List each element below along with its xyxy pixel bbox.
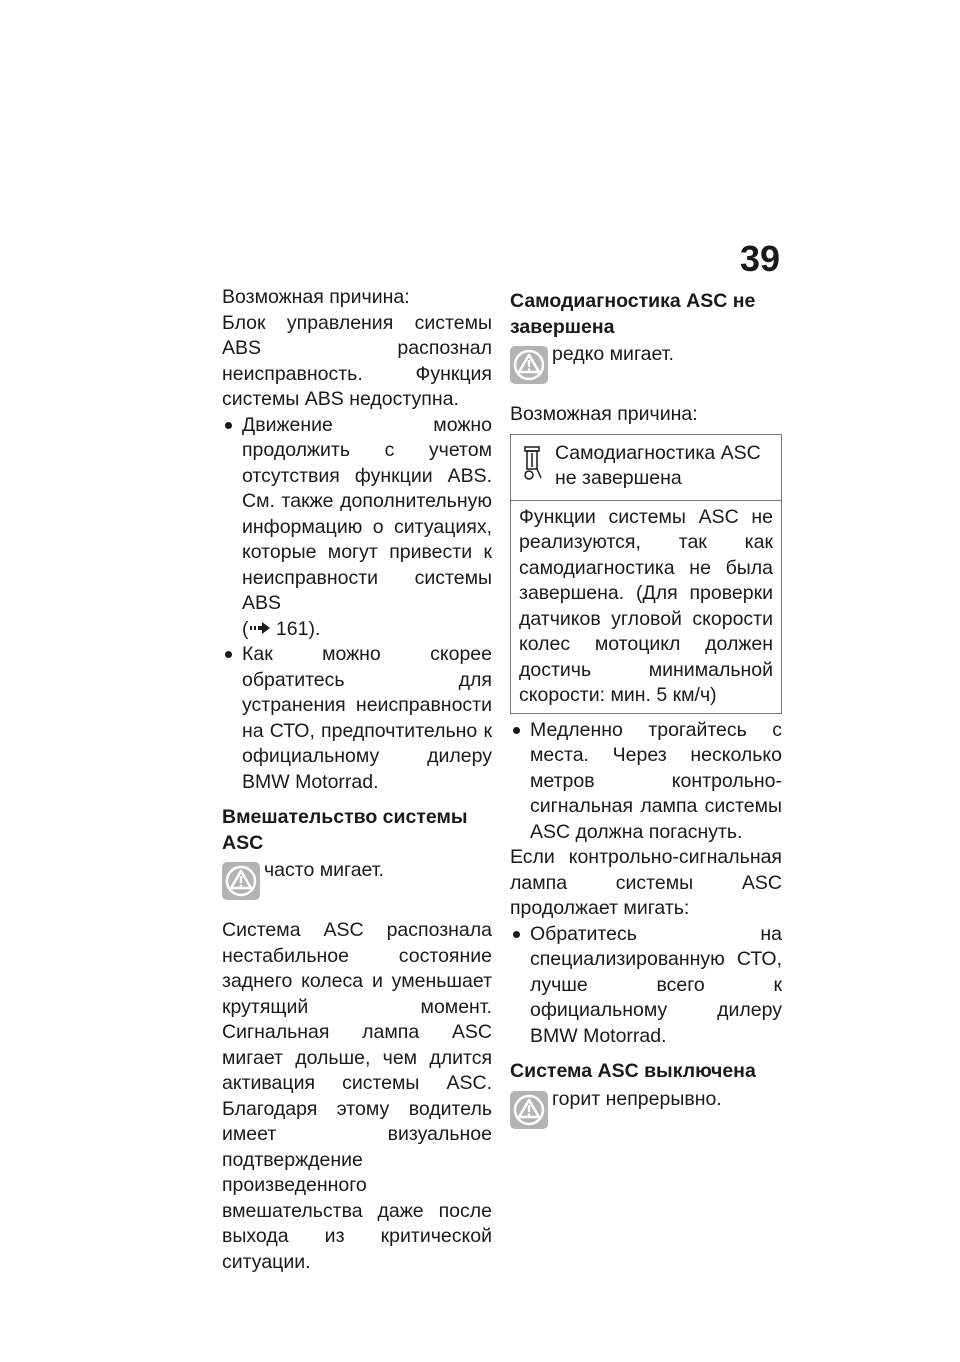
bullet-text: Обратитесь на специализированную СТО, лучше всего к официальному дилеру BMW Motorrad.: [530, 922, 782, 1047]
ref-page: 161).: [270, 617, 321, 640]
body-paragraph: Система ASC распознала нестабильное состояние заднего колеса и уменьшает крутящий момент. Сигнальная лампа ASC мигает дольше, чем длится активация системы ASC. Благодаря этому водитель имеет визуальное подтверждение произведенного вмешательства даже после выхода из критической ситуации.: [222, 919, 492, 1273]
lamp-state: редко мигает.: [552, 343, 674, 365]
page-reference-arrow-icon: [249, 617, 271, 643]
cause-label: Возможная причина:: [510, 403, 698, 425]
info-box-title: Самодиагностика ASC не завершена: [555, 441, 761, 489]
cause-label: Возможная причина:: [222, 286, 410, 308]
diagnostic-tester-icon: [511, 441, 555, 492]
list-item: [510, 718, 782, 846]
bullet-text: Движение можно продолжить с учетом отсутствия функции ABS. См. также дополнительную информацию о ситуациях, которые могут привести к неисправности системы ABS: [242, 413, 492, 614]
right-column: [510, 285, 782, 1133]
lamp-row: [510, 1087, 782, 1133]
lamp-state: часто мигает.: [264, 859, 384, 882]
section-heading: Вмешательство системы ASC: [222, 806, 468, 854]
list-item: [222, 413, 492, 643]
asc-warning-lamp-icon: [222, 862, 260, 900]
lamp-row: [222, 858, 492, 904]
page-number: 39: [739, 238, 780, 279]
cause-text: Блок управления системы ABS распознал неисправность. Функция системы ABS недоступна.: [222, 311, 492, 410]
asc-warning-lamp-icon: [510, 346, 548, 384]
list-item: [510, 922, 782, 1050]
bullet-text: Медленно трогайтесь с места. Через несколько метров контрольно-сигнальная лампа системы ASC должна погаснуть.: [530, 718, 782, 843]
info-box-text: Функции системы ASC не реализуются, так как самодиагностика не была завершена. (Для проверки датчиков угловой скорости колес мотоцикл должен достичь минимальной скорости: мин. 5 км/ч): [519, 505, 773, 706]
section-heading: Самодиагностика ASC не завершена: [510, 290, 756, 338]
lamp-row: [510, 342, 782, 388]
info-box-header: [511, 435, 781, 501]
asc-warning-lamp-icon: [510, 1091, 548, 1129]
bullet-text: Как можно скорее обратитесь для устранения неисправности на СТО, предпочтительно к официальному дилеру BMW Motorrad.: [242, 643, 492, 793]
info-box: [510, 434, 782, 714]
body-paragraph: Если контрольно-сигнальная лампа системы ASC продолжает мигать:: [510, 846, 782, 919]
ref-open: (: [242, 617, 249, 640]
section-heading: Система ASC выключена: [510, 1060, 756, 1082]
left-column: [222, 285, 492, 1275]
lamp-state: горит непрерывно.: [552, 1087, 722, 1110]
list-item: [222, 642, 492, 795]
